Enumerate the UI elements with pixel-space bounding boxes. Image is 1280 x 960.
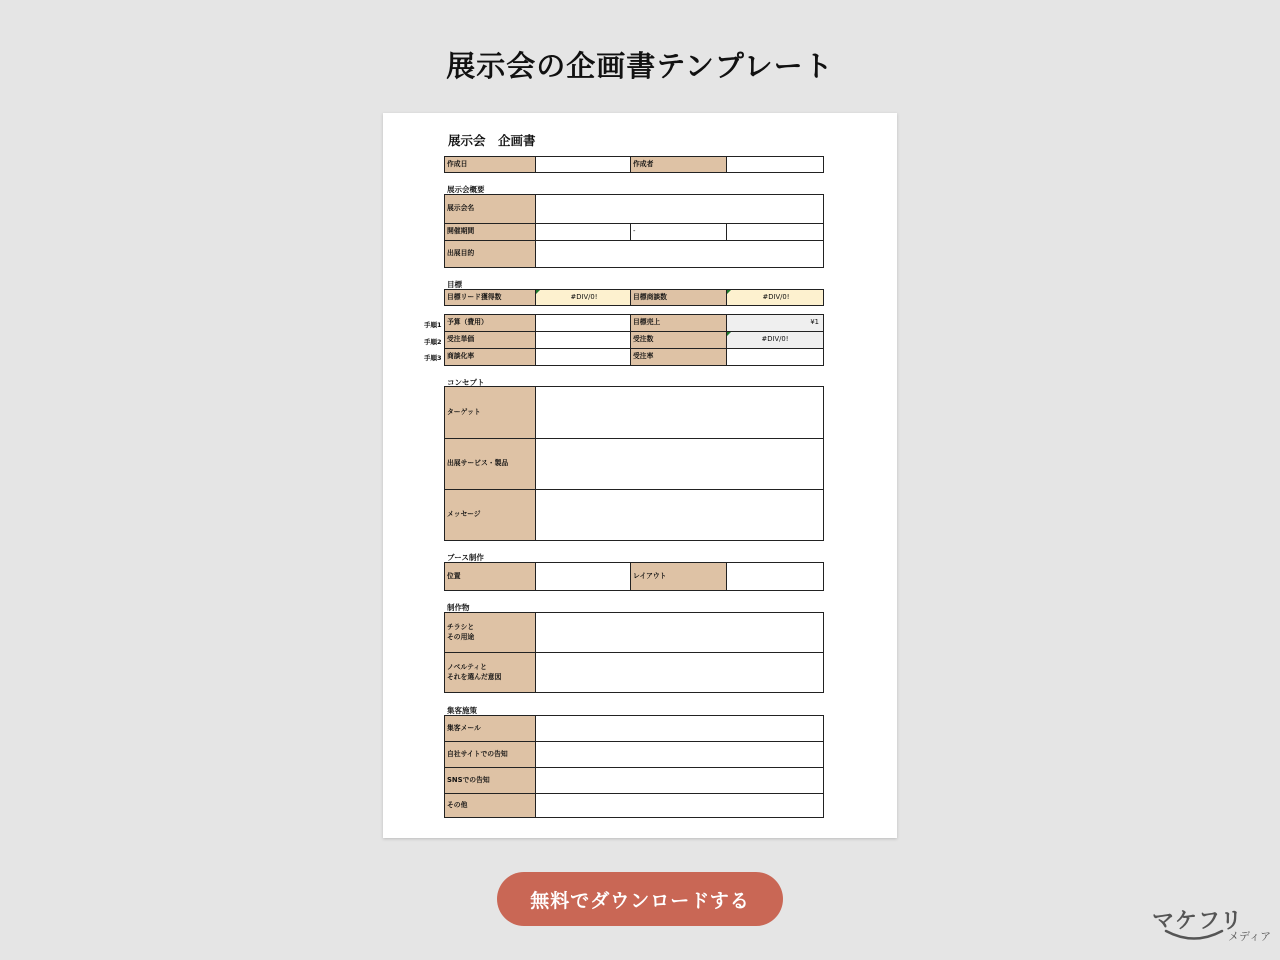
concept-heading: コンセプト [447, 378, 485, 387]
other-label: その他 [445, 794, 535, 817]
site-label: 自社サイトでの告知 [445, 742, 535, 767]
goal-heading: 目標 [447, 280, 462, 289]
template-preview [383, 113, 897, 838]
orders-value: #DIV/0! [727, 332, 823, 348]
email-label: 集客メール [445, 716, 535, 741]
lead-target-value: #DIV/0! [536, 290, 630, 305]
logo-smile-icon [1164, 928, 1224, 942]
conversion-rate-label: 商談化率 [445, 349, 535, 365]
logo-main: マケフリ [1152, 909, 1244, 934]
target-label: ターゲット [445, 387, 535, 438]
goal-table [444, 289, 824, 306]
overview-heading: 展示会概要 [447, 185, 485, 194]
step-1-label: 手順1 [424, 321, 442, 329]
position-label: 位置 [445, 563, 535, 590]
created-date-label: 作成日 [445, 157, 535, 172]
promo-heading: 集客施策 [447, 706, 477, 715]
budget-label: 予算（費用） [445, 315, 535, 331]
document-title: 展示会 企画書 [448, 133, 536, 148]
calc-table [444, 314, 824, 366]
header-table [444, 156, 824, 173]
materials-table [444, 612, 824, 693]
event-name-label: 展示会名 [445, 195, 535, 223]
message-label: メッセージ [445, 490, 535, 540]
overview-table [444, 194, 824, 268]
deal-target-label: 目標商談数 [631, 290, 726, 305]
product-label: 出展サービス・製品 [445, 439, 535, 489]
orders-label: 受注数 [631, 332, 726, 348]
deal-target-value: #DIV/0! [727, 290, 823, 305]
logo-sub: メディア [1228, 930, 1272, 943]
page-title: 展示会の企画書テンプレート [446, 49, 834, 83]
booth-table [444, 562, 824, 591]
lead-target-label: 目標リード獲得数 [445, 290, 535, 305]
materials-heading: 制作物 [447, 603, 470, 612]
author-value[interactable] [727, 157, 823, 172]
sns-label: SNSでの告知 [445, 768, 535, 793]
step-3-label: 手順3 [424, 354, 442, 362]
download-button[interactable]: 無料でダウンロードする [497, 872, 783, 926]
period-separator: - [633, 227, 636, 236]
layout-label: レイアウト [631, 563, 726, 590]
sales-target-value: ¥1 [727, 315, 823, 331]
period-label: 開催期間 [445, 224, 535, 240]
novelty-label: ノベルティと それを選んだ意図 [445, 653, 535, 692]
unit-price-label: 受注単価 [445, 332, 535, 348]
created-date-value[interactable] [536, 157, 630, 172]
step-2-label: 手順2 [424, 338, 442, 346]
makefuri-logo [1152, 904, 1272, 948]
flyer-label: チラシと その用途 [445, 613, 535, 652]
purpose-label: 出展目的 [445, 241, 535, 267]
concept-table [444, 386, 824, 541]
promo-table [444, 715, 824, 818]
sales-target-label: 目標売上 [631, 315, 726, 331]
order-rate-label: 受注率 [631, 349, 726, 365]
author-label: 作成者 [631, 157, 726, 172]
booth-heading: ブース制作 [447, 553, 484, 562]
